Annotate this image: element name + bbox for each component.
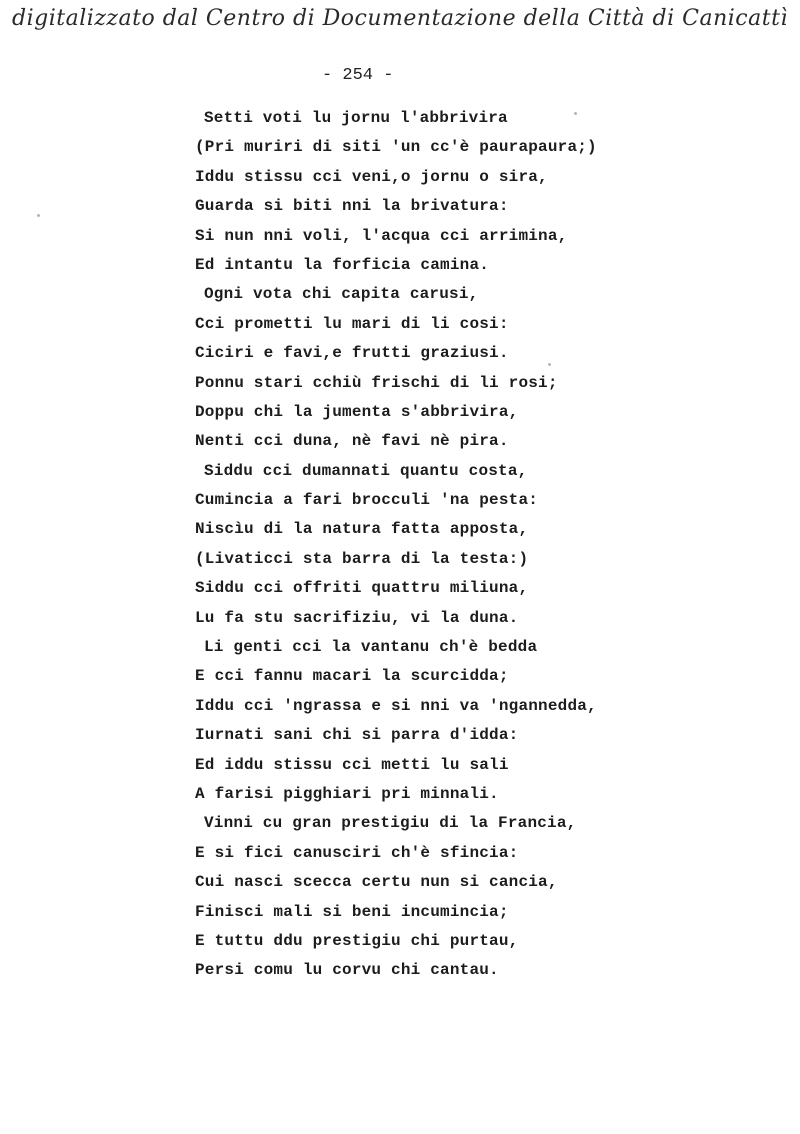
poem-line: Siddu cci offriti quattru miliuna, [195,579,529,598]
stanza-5 [195,809,755,985]
poem-line: Siddu cci dumannati quantu costa, [204,461,528,480]
poem-line: Guarda si biti nni la brivatura: [195,197,509,216]
poem-line: Iurnati sani chi si parra d'idda: [195,726,519,745]
poem-line: Ciciri e favi,e frutti graziusi. [195,344,509,363]
poem-line: Vinni cu gran prestigiu di la Francia, [204,814,577,833]
poem-line: Ed iddu stissu cci metti lu sali [195,755,509,774]
stanza-4 [195,633,755,809]
scan-speck [37,214,40,217]
poem-line: Setti voti lu jornu l'abbrivira [204,109,508,127]
stanza-3 [195,457,755,633]
poem-line: (Pri muriri di siti 'un cc'è paurapaura;) [195,138,597,157]
poem-line: Cci prometti lu mari di li cosi: [195,314,509,333]
scan-speck [574,112,577,115]
poem-line: Iddu cci 'ngrassa e si nni va 'ngannedda, [195,696,597,715]
poem-line: Niscìu di la natura fatta apposta, [195,520,529,539]
poem-line: Cumincia a fari brocculi 'na pesta: [195,491,539,510]
digitization-watermark: digitalizzato dal Centro di Documentazione della Città di Canicattì [12,6,788,31]
poem-line: E tuttu ddu prestigiu chi purtau, [195,931,519,950]
stanza-2 [195,280,755,456]
poem-line: Ogni vota chi capita carusi, [204,285,479,304]
poem-line: Li genti cci la vantanu ch'è bedda [204,638,538,657]
page-number: - 254 - [322,66,394,85]
poem-line: Si nun nni voli, l'acqua cci arrimina, [195,226,568,245]
poem-line: Nenti cci duna, nè favi nè pira. [195,432,509,451]
poem-line: A farisi pigghiari pri minnali. [195,784,499,803]
poem-line: Ed intantu la forficia camina. [195,255,490,274]
poem-line: E cci fannu macari la scurcidda; [195,667,509,686]
poem-line: Doppu chi la jumenta s'abbrivira, [195,402,519,421]
stanza-1 [195,104,755,280]
poem-line: Iddu stissu cci veni,o jornu o sira, [195,167,548,186]
poem-line: E si fici canusciri ch'è sfincia: [195,843,519,862]
poem-line: Cui nasci scecca certu nun si cancia, [195,873,558,892]
poem-line: (Livaticci sta barra di la testa:) [195,549,529,568]
poem-line: Lu fa stu sacrifiziu, vi la duna. [195,608,519,627]
poem-line: Finisci mali si beni incumincia; [195,902,509,921]
poem-line: Persi comu lu corvu chi cantau. [195,961,499,980]
poem-line: Ponnu stari cchiù frischi di li rosi; [195,373,558,392]
scan-speck [548,363,551,366]
poem-body [195,104,755,986]
